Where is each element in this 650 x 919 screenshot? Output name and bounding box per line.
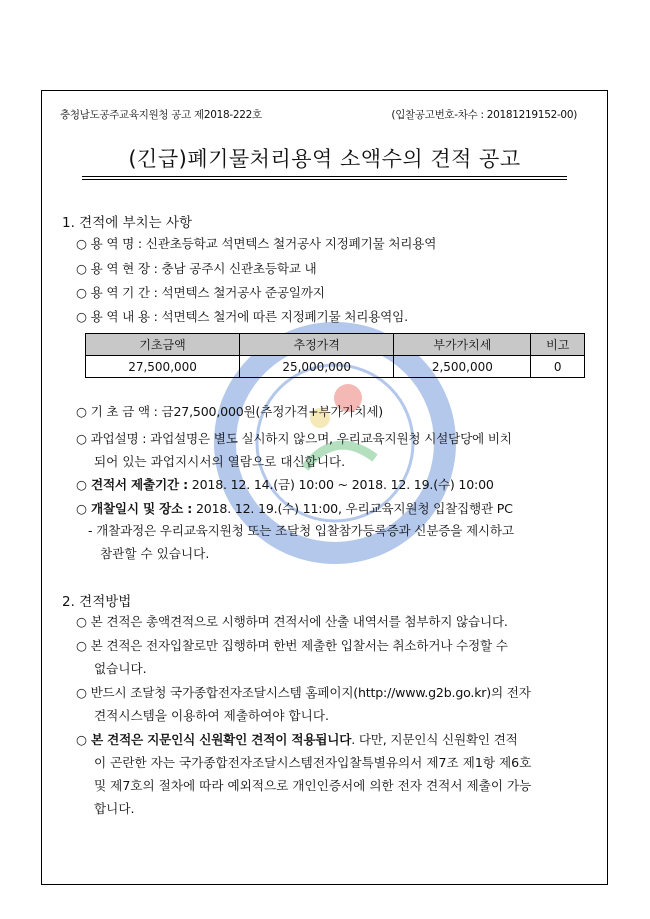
note-line-1: - 개찰과정은 우리교육지원청 또는 조달청 입찰참가등록증과 신분증을 제시하고 bbox=[88, 523, 514, 538]
method-line-4d: 합니다. bbox=[94, 801, 135, 816]
section2-heading: 2. 견적방법 bbox=[62, 594, 132, 610]
deadline-label: ○ 견적서 제출기간 : bbox=[76, 477, 188, 492]
title-underline bbox=[82, 176, 567, 177]
method-line-2b: 없습니다. bbox=[94, 661, 147, 676]
price-table bbox=[85, 333, 585, 378]
table-cell: 0 bbox=[531, 356, 585, 378]
item-label: ○ 용 역 명 : bbox=[76, 236, 142, 251]
table-cell: 27,500,000 bbox=[86, 356, 240, 378]
method-line-4c: 및 제7호의 절차에 따라 예외적으로 개인인증서에 의한 전자 견적서 제출이 가능 bbox=[94, 778, 532, 793]
item-value: 석면텍스 철거공사 준공일까지 bbox=[161, 285, 325, 300]
opening-value: 2018. 12. 19.(수) 11:00, 우리교육지원청 입찰집행관 PC bbox=[195, 501, 513, 516]
deadline bbox=[76, 473, 596, 496]
table-cell: 2,500,000 bbox=[394, 356, 531, 378]
method-line-4b: 이 곤란한 자는 국가종합전자조달시스템전자입찰특별유의서 제7조 제1항 제6호 bbox=[94, 755, 532, 770]
fingerprint-notice: ○ 본 견적은 지문인식 신원확인 견적이 적용됩니다 bbox=[76, 732, 352, 747]
table-cell: 25,000,000 bbox=[240, 356, 394, 378]
table-header: 비고 bbox=[531, 334, 585, 356]
method-line-4a bbox=[76, 728, 596, 751]
opening-label: ○ 개찰일시 및 장소 : bbox=[76, 501, 193, 516]
notice-number: 충청남도공주교육지원청 공고 제2018-222호 bbox=[60, 109, 262, 121]
table-header-row bbox=[86, 334, 585, 356]
table-header: 추정가격 bbox=[240, 334, 394, 356]
bid-number: (입찰공고번호-차수 : 20181219152-00) bbox=[391, 109, 577, 121]
briefing-line-2: 되어 있는 과업지시서의 열람으로 대신합니다. bbox=[94, 454, 346, 469]
item-value: 신관초등학교 석면텍스 철거공사 지정폐기물 처리용역 bbox=[145, 236, 437, 251]
item-label: ○ 용 역 내 용 : bbox=[76, 309, 158, 324]
item-service-site bbox=[76, 257, 596, 280]
item-label: ○ 용 역 기 간 : bbox=[76, 285, 158, 300]
briefing-line-1: ○ 과업설명 : 과업설명은 별도 실시하지 않으며, 우리교육지원청 시설담당에 비치 bbox=[76, 431, 512, 446]
opening bbox=[76, 497, 596, 520]
deadline-value: 2018. 12. 14.(금) 10:00 ~ 2018. 12. 19.(수) 10:00 bbox=[191, 477, 494, 492]
base-amount: ○ 기 초 금 액 : 금27,500,000원(추정가격+부가가치세) bbox=[76, 404, 384, 419]
title-underline-2 bbox=[82, 179, 567, 180]
item-service-period bbox=[76, 281, 596, 304]
item-value: 석면텍스 철거에 따른 지정폐기물 처리용역임. bbox=[161, 309, 408, 324]
section1-heading: 1. 견적에 부치는 사항 bbox=[62, 215, 193, 231]
method-line-3a: ○ 반드시 조달청 국가종합전자조달시스템 홈페이지(http://www.g2b.go.kr)의 전자 bbox=[76, 685, 531, 700]
method-line-4a-rest: . 다만, 지문인식 신원확인 견적 bbox=[351, 732, 518, 747]
item-value: 충남 공주시 신관초등학교 내 bbox=[161, 261, 317, 276]
item-service-name bbox=[76, 232, 596, 255]
page-title: (긴급)폐기물처리용역 소액수의 견적 공고 bbox=[128, 147, 521, 171]
table-header: 기초금액 bbox=[86, 334, 240, 356]
table-header: 부가가치세 bbox=[394, 334, 531, 356]
item-service-content bbox=[76, 305, 596, 328]
method-line-3b: 견적시스템을 이용하여 제출하여야 합니다. bbox=[94, 708, 329, 723]
item-label: ○ 용 역 현 장 : bbox=[76, 261, 158, 276]
table-row bbox=[86, 356, 585, 378]
method-line-2a: ○ 본 견적은 전자입찰로만 집행하며 한번 제출한 입찰서는 취소하거나 수정할 수 bbox=[76, 638, 508, 653]
note-line-2: 참관할 수 있습니다. bbox=[100, 546, 210, 561]
method-line-1: ○ 본 견적은 총액견적으로 시행하며 견적서에 산출 내역서를 첨부하지 않습니다. bbox=[76, 614, 508, 629]
